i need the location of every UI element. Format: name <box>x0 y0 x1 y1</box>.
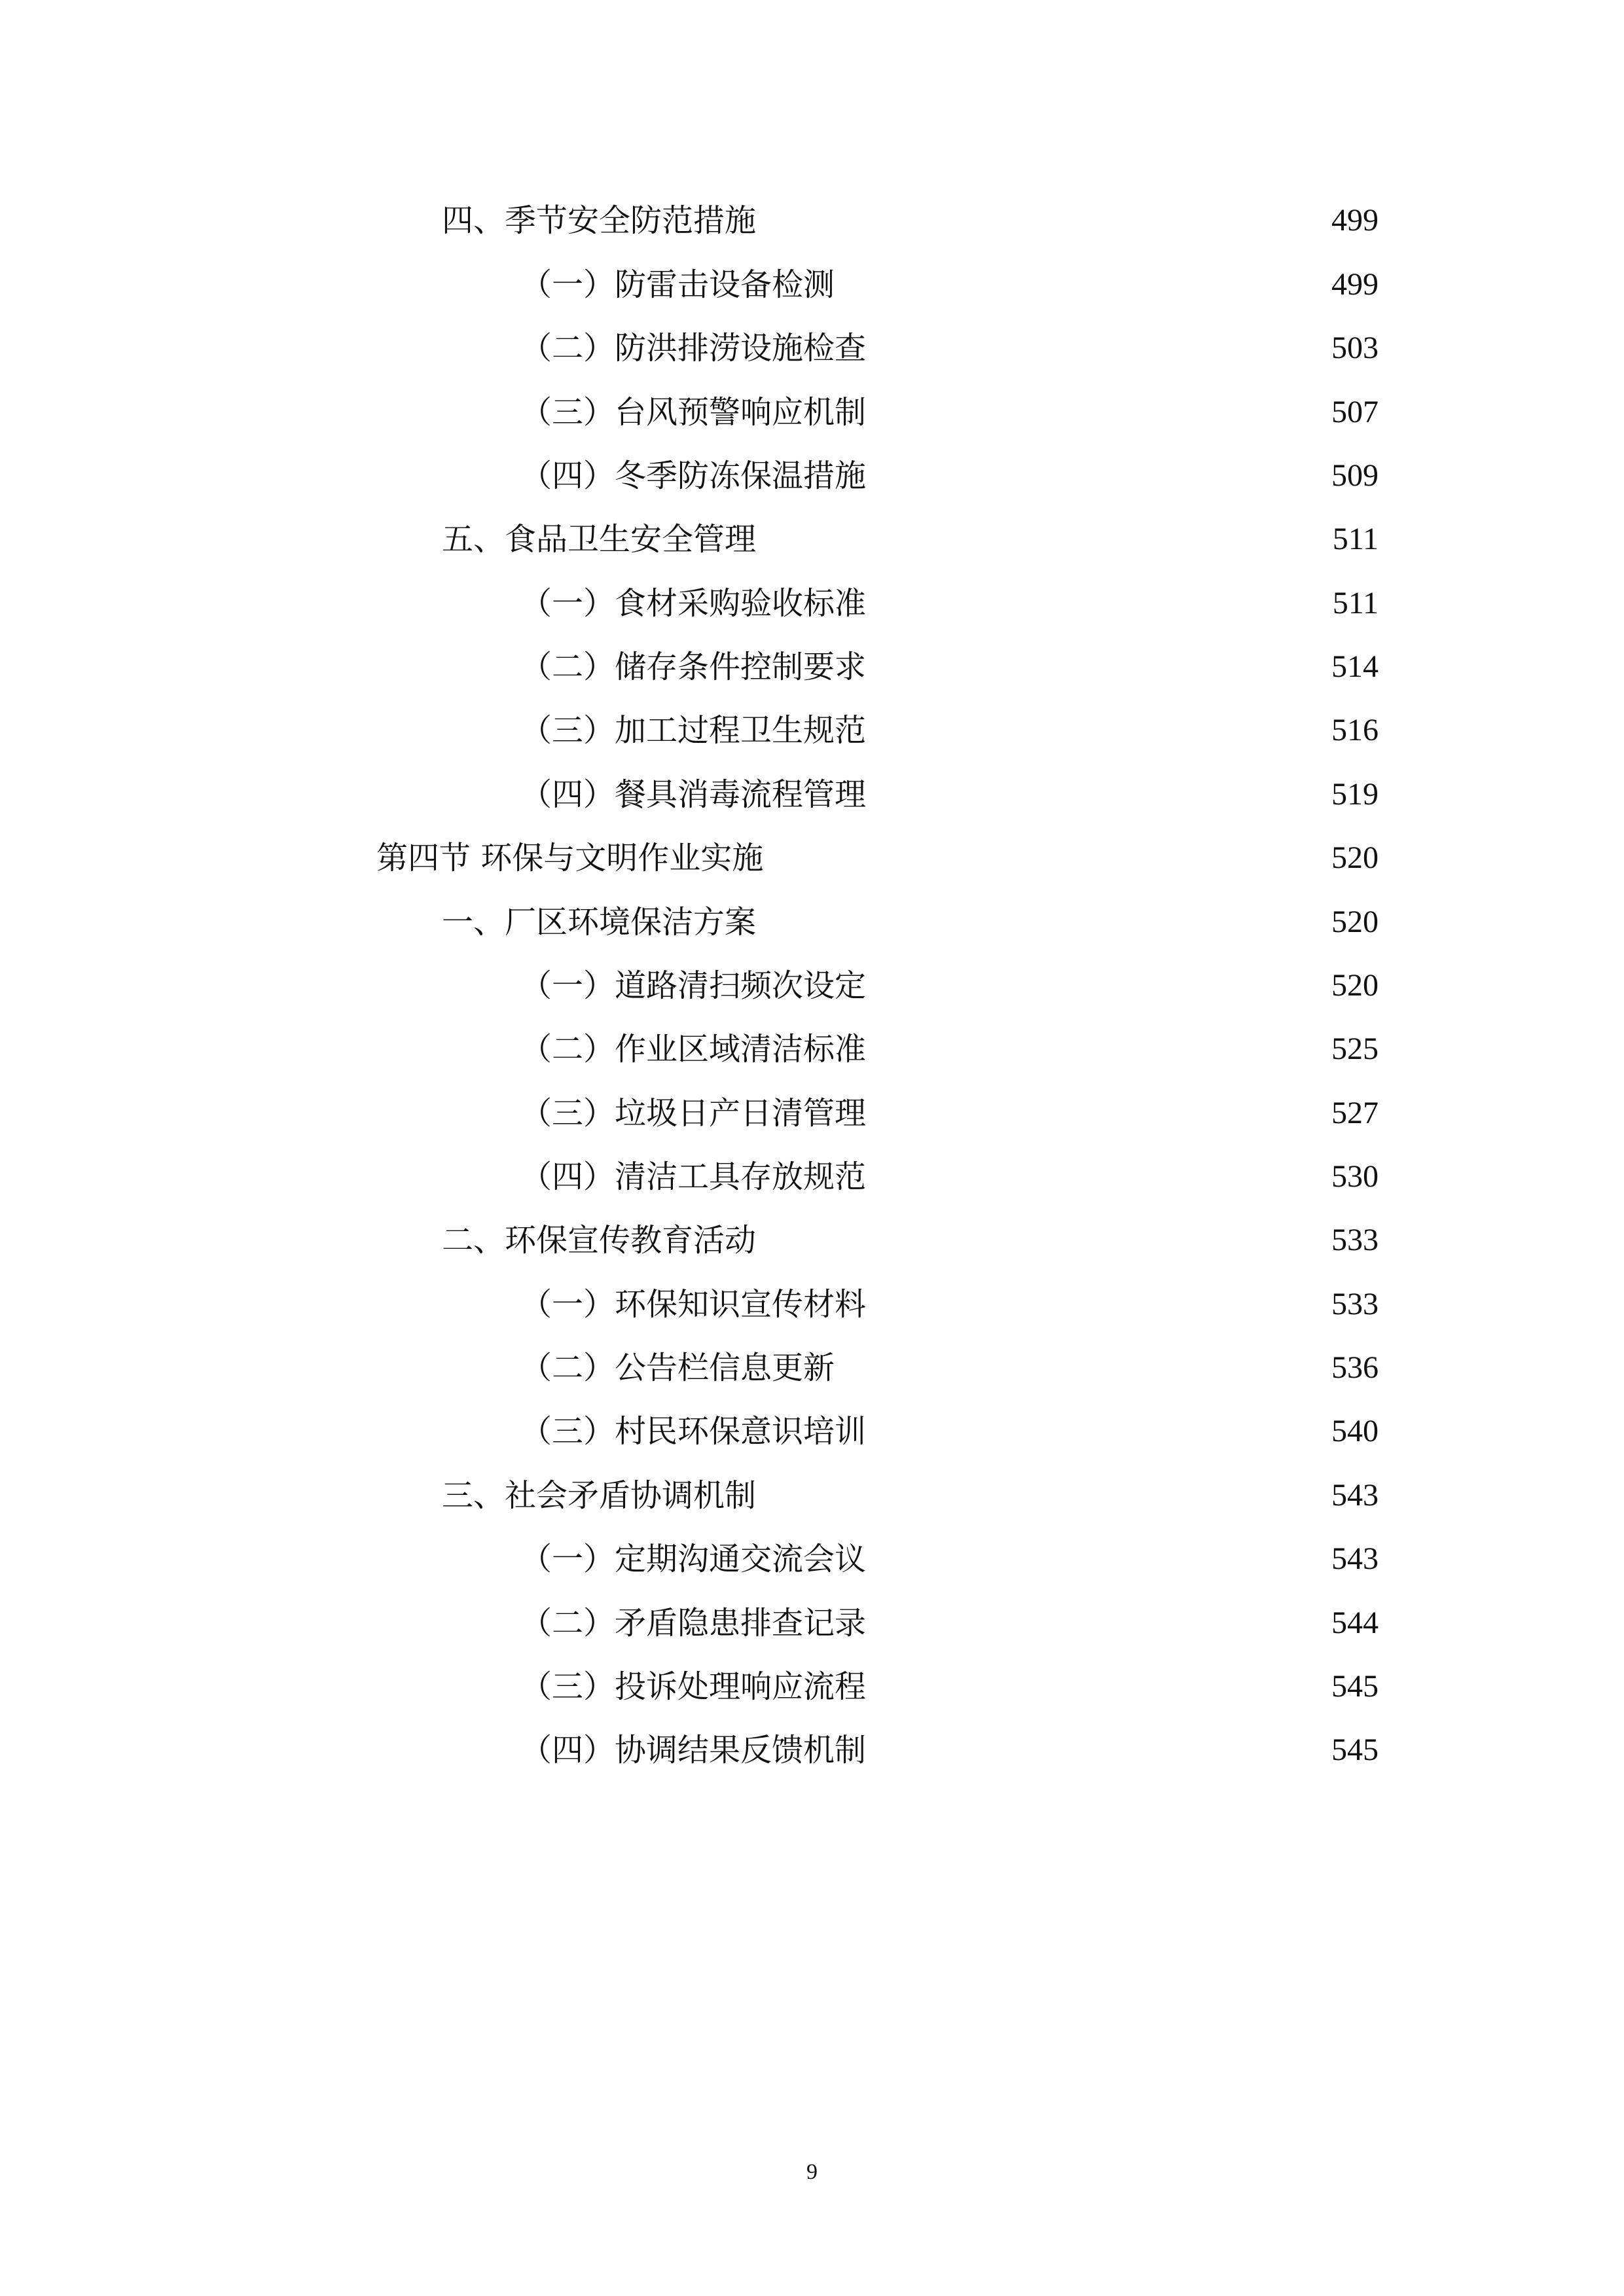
toc-entry-subsection[interactable] <box>0 259 1624 311</box>
toc-entry-section[interactable] <box>0 194 1624 247</box>
toc-entry-title: （二）公告栏信息更新 <box>520 1350 835 1386</box>
toc-entry-page: 533 <box>1331 1287 1379 1321</box>
toc-entry-title: （四）冬季防冻保温措施 <box>520 457 867 494</box>
toc-entry-title: （三）投诉处理响应流程 <box>520 1668 867 1705</box>
toc-entry-section[interactable] <box>0 513 1624 565</box>
toc-entry-page: 520 <box>1331 840 1379 875</box>
toc-entry-subsection[interactable] <box>0 1342 1624 1394</box>
dot-leader <box>765 1484 1301 1515</box>
dot-leader <box>765 1229 1301 1260</box>
toc-entry-title: 四、季节安全防范措施 <box>442 202 757 239</box>
toc-entry-subsection[interactable] <box>0 704 1624 757</box>
toc-entry-section[interactable] <box>0 1469 1624 1522</box>
toc-entry-page: 511 <box>1332 586 1379 620</box>
dot-leader <box>875 336 1301 368</box>
toc-entry-page: 543 <box>1331 1478 1379 1513</box>
toc-entry-subsection[interactable] <box>0 1278 1624 1331</box>
dot-leader <box>765 910 1301 942</box>
toc-entry-subsection[interactable] <box>0 1597 1624 1649</box>
toc-entry-page: 545 <box>1331 1732 1379 1767</box>
toc-entry-subsection[interactable] <box>0 1405 1624 1458</box>
toc-entry-title: 二、环保宣传教育活动 <box>442 1222 757 1259</box>
toc-entry-subsection[interactable] <box>0 1087 1624 1139</box>
dot-leader <box>875 783 1301 814</box>
toc-entry-title: 第四节 环保与文明作业实施 <box>376 840 764 876</box>
toc-entry-page: 511 <box>1332 522 1379 556</box>
toc-entry-page: 544 <box>1331 1605 1379 1640</box>
dot-leader <box>875 1293 1301 1324</box>
toc-entry-page: 525 <box>1331 1031 1379 1066</box>
dot-leader <box>765 528 1301 559</box>
dot-leader <box>875 1165 1301 1196</box>
toc-entry-title: （一）食材采购验收标准 <box>520 585 867 622</box>
dot-leader <box>875 1037 1301 1069</box>
toc-entry-page: 507 <box>1331 395 1379 429</box>
toc-entry-subsection[interactable] <box>0 641 1624 693</box>
toc-entry-section[interactable] <box>0 1214 1624 1266</box>
toc-entry-title: （一）道路清扫频次设定 <box>520 967 867 1004</box>
toc-entry-page: 514 <box>1331 649 1379 684</box>
dot-leader <box>875 592 1301 623</box>
toc-entry-page: 520 <box>1331 968 1379 1003</box>
toc-entry-chapter[interactable] <box>0 832 1624 884</box>
toc-entry-title: （二）防洪排涝设施检查 <box>520 330 867 367</box>
dot-leader <box>772 846 1301 878</box>
toc-entry-title: 三、社会矛盾协调机制 <box>442 1477 757 1514</box>
dot-leader <box>875 1547 1301 1579</box>
toc-entry-page: 499 <box>1331 267 1379 302</box>
toc-entry-title: （二）作业区域清洁标准 <box>520 1031 867 1067</box>
dot-leader <box>875 974 1301 1005</box>
toc-entry-title: （三）加工过程卫生规范 <box>520 712 867 749</box>
dot-leader <box>875 401 1301 432</box>
toc-entry-title: （四）餐具消毒流程管理 <box>520 776 867 813</box>
toc-entry-subsection[interactable] <box>0 322 1624 374</box>
toc-entry-title: （一）环保知识宣传材料 <box>520 1286 867 1323</box>
toc-entry-title: （三）村民环保意识培训 <box>520 1413 867 1450</box>
dot-leader <box>875 464 1301 495</box>
toc-entry-page: 509 <box>1331 458 1379 493</box>
toc-entry-section[interactable] <box>0 896 1624 948</box>
toc-entry-subsection[interactable] <box>0 386 1624 439</box>
toc-entry-page: 503 <box>1331 331 1379 365</box>
toc-entry-subsection[interactable] <box>0 1660 1624 1713</box>
dot-leader <box>844 273 1301 304</box>
dot-leader <box>875 719 1301 750</box>
page-number: 9 <box>806 2160 818 2184</box>
toc-entry-title: 一、厂区环境保洁方案 <box>442 904 757 941</box>
toc-entry-page: 519 <box>1331 777 1379 812</box>
toc-entry-page: 533 <box>1331 1223 1379 1257</box>
dot-leader <box>875 1420 1301 1451</box>
toc-entry-page: 545 <box>1331 1669 1379 1704</box>
toc-entry-page: 543 <box>1331 1541 1379 1576</box>
toc-entry-title: 五、食品卫生安全管理 <box>442 521 757 558</box>
dot-leader <box>844 1356 1301 1388</box>
dot-leader <box>875 655 1301 687</box>
toc-entry-title: （一）防雷击设备检测 <box>520 266 835 303</box>
toc-entry-title: （二）矛盾隐患排查记录 <box>520 1605 867 1641</box>
toc-entry-page: 540 <box>1331 1414 1379 1448</box>
toc-entry-subsection[interactable] <box>0 1533 1624 1585</box>
toc-entry-subsection[interactable] <box>0 450 1624 502</box>
dot-leader <box>875 1611 1301 1643</box>
toc-entry-title: （四）清洁工具存放规范 <box>520 1158 867 1195</box>
toc-entry-page: 499 <box>1331 203 1379 238</box>
toc-entry-page: 516 <box>1331 713 1379 747</box>
toc-entry-page: 530 <box>1331 1159 1379 1194</box>
dot-leader <box>875 1102 1301 1133</box>
dot-leader <box>875 1675 1301 1706</box>
toc-entry-subsection[interactable] <box>0 1724 1624 1776</box>
toc-entry-subsection[interactable] <box>0 960 1624 1012</box>
toc-entry-subsection[interactable] <box>0 1023 1624 1075</box>
toc-entry-title: （四）协调结果反馈机制 <box>520 1732 867 1768</box>
toc-entry-subsection[interactable] <box>0 577 1624 630</box>
dot-leader <box>765 209 1301 240</box>
toc-entry-page: 527 <box>1331 1096 1379 1130</box>
toc-entry-subsection[interactable] <box>0 1151 1624 1203</box>
toc-entry-page: 536 <box>1331 1350 1379 1385</box>
toc-entry-title: （二）储存条件控制要求 <box>520 649 867 685</box>
toc-entry-subsection[interactable] <box>0 768 1624 821</box>
toc-entry-page: 520 <box>1331 905 1379 939</box>
toc-entry-title: （一）定期沟通交流会议 <box>520 1541 867 1577</box>
toc-entry-title: （三）台风预警响应机制 <box>520 394 867 431</box>
dot-leader <box>875 1738 1301 1770</box>
toc-entry-title: （三）垃圾日产日清管理 <box>520 1095 867 1132</box>
